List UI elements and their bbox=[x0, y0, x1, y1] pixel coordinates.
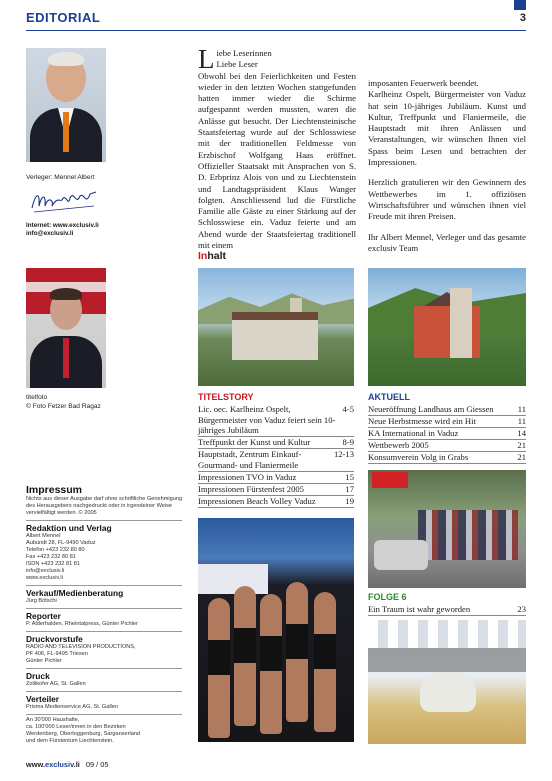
toc-entry-page: 21 bbox=[517, 452, 526, 463]
toc-entry-page: 19 bbox=[345, 496, 354, 507]
toc-entry-title: Wettbewerb 2005 bbox=[368, 440, 429, 451]
toc-entry[interactable] bbox=[368, 428, 526, 440]
impressum-line: Prisma Medienservice AG, St. Gallen bbox=[26, 704, 119, 710]
toc-entry[interactable] bbox=[198, 404, 354, 437]
folge-heading: FOLGE 6 bbox=[368, 592, 407, 602]
toc-entry-page: 4-5 bbox=[342, 404, 354, 414]
footer-tld: .li bbox=[73, 760, 80, 769]
toc-entry[interactable] bbox=[368, 452, 526, 464]
footer-issue: 09 / 05 bbox=[85, 760, 109, 769]
impressum-line: Zollikofer AG, St. Gallen bbox=[26, 681, 86, 687]
impressum-line: Jürg Bötschi bbox=[26, 598, 57, 604]
impressum-line: info@exclusiv.li bbox=[26, 568, 65, 574]
toc-entry-title: Ein Traum ist wahr geworden bbox=[368, 604, 471, 614]
letter-paragraph: Obwohl bei den Feierlichkeiten und Festen wieder in den letzten Wochen stattgefunden hatten immer wieder die Schirme aufgespannt werden mussten, waren die Anlässe gut besucht. Der Liechtensteinische Staatsfeiertag wurde auf der Schlosswiese mit der traditionellen Feldmesse von Erzbischof Wolfgang Haas eröffnet. Offizieller Staatsakt mit Ansprachen von S. D. Erbprinz Alois von und zu Liechtenstein und Landtagspräsident Klaus Wanger folgten. Anschliessend lud die Fürstliche Familie alle Gäste zu einer Stärkung auf der Schlosswiese ein. Vaduz feierte und am Abend wurde der Staatsfeiertag traditionell mit einem bbox=[198, 70, 356, 251]
toc-entry-title: Impressionen TVO in Vaduz bbox=[198, 472, 297, 483]
impressum-title: Impressum bbox=[26, 484, 83, 496]
toc-entry[interactable] bbox=[368, 604, 526, 616]
impressum-line: RADIO AND TELEVISION PRODUCTIONS, bbox=[26, 644, 136, 650]
beach-volley-photo bbox=[198, 518, 354, 742]
toc-entry-title: Impressionen Fürstenfest 2005 bbox=[198, 484, 304, 495]
castle-photo bbox=[368, 268, 526, 386]
toc-entry[interactable] bbox=[368, 440, 526, 452]
impressum-line: www.exclusiv.li bbox=[26, 575, 63, 581]
toc-entry-page: 23 bbox=[517, 604, 526, 614]
toc-entry[interactable] bbox=[368, 416, 526, 428]
page-number: 3 bbox=[519, 12, 526, 24]
letter-paragraph: Karlheinz Ospelt, Bürgermeister von Vaduz hat sein 10-jähriges Jubiläum. Kunst und Kultur, Treffpunkt und Flaniermeile, die Hauptstadt mit ihren Anlässen und Veranstaltungen, wir wünschen Ihnen viel Spass beim Lesen und betrachten der Impressionen. bbox=[368, 89, 526, 168]
impressum-heading: Druck bbox=[26, 671, 50, 681]
toc-entry-page: 11 bbox=[517, 416, 526, 427]
footer bbox=[26, 760, 109, 769]
impressum-heading: Verkauf/Medienberatung bbox=[26, 588, 124, 598]
toc-entry[interactable] bbox=[198, 449, 354, 472]
toc-entry-page: 11 bbox=[517, 404, 526, 414]
impressum-divider bbox=[26, 631, 182, 632]
editorial-letter-col2 bbox=[368, 78, 526, 263]
toc-entry-title: Impressionen Beach Volley Vaduz bbox=[198, 496, 316, 507]
impressum-line: Aubündt 28, FL-9490 Vaduz bbox=[26, 540, 96, 546]
impressum-line: P. Alderhalden, Rheintalpress, Günter Pichler bbox=[26, 621, 138, 627]
vaduz-town-photo bbox=[198, 268, 354, 386]
aktuell-list bbox=[368, 404, 526, 464]
publisher-caption: Verleger: Mennel Albert bbox=[26, 174, 95, 181]
email-address: info@exclusiv.li bbox=[26, 230, 74, 237]
toc-entry-page: 14 bbox=[517, 428, 526, 439]
toc-entry[interactable] bbox=[368, 404, 526, 416]
toc-entry-title: Neue Herbstmesse wird ein Hit bbox=[368, 416, 476, 427]
impressum-line: Telefon +423 232 80 80 bbox=[26, 547, 85, 553]
impressum-heading: Druckvorstufe bbox=[26, 634, 83, 644]
greeting-line2: Liebe Leser bbox=[216, 59, 258, 70]
impressum-line: PF 406, FL-9495 Triesen bbox=[26, 651, 88, 657]
impressum-divider bbox=[26, 668, 182, 669]
impressum-line: Fax +423 232 80 81 bbox=[26, 554, 76, 560]
section-title: EDITORIAL bbox=[26, 10, 101, 25]
toc-entry[interactable] bbox=[198, 472, 354, 484]
contents-heading-part1: In bbox=[198, 250, 208, 262]
page-tab-marker bbox=[514, 0, 526, 10]
header-rule bbox=[26, 30, 526, 31]
letter-signoff: Ihr Albert Mennel, Verleger und das gesamte exclusiv Team bbox=[368, 231, 526, 253]
impressum-line: ISDN +423 232 81 81 bbox=[26, 561, 80, 567]
toc-entry[interactable] bbox=[198, 496, 354, 508]
impressum-line: An 30'000 Haushalte, bbox=[26, 717, 80, 723]
impressum-line: ca. 100'000 Leser/innen in den Bezirken bbox=[26, 724, 126, 730]
impressum-heading: Redaktion und Verlag bbox=[26, 523, 112, 533]
footer-brand: exclusiv bbox=[45, 760, 74, 769]
toc-entry-title: Konsumverein Volg in Grabs bbox=[368, 452, 469, 463]
toc-entry-title: Hauptstadt, Zentrum Einkauf-Gourmand- und Flaniermeile bbox=[198, 449, 302, 470]
editorial-letter-col1 bbox=[198, 44, 356, 251]
caption-credit: © Foto Fetzer Bad Ragaz bbox=[26, 402, 101, 410]
impressum-divider bbox=[26, 714, 182, 715]
race-event-photo bbox=[368, 470, 526, 588]
impressum-line: Günter Pichler bbox=[26, 658, 62, 664]
cover-photo-caption bbox=[26, 394, 101, 411]
internet-address: Internet: www.exclusiv.li bbox=[26, 222, 99, 229]
greeting-line1: iebe Leserinnen bbox=[216, 48, 272, 58]
toc-entry-page: 17 bbox=[345, 484, 354, 495]
page-header bbox=[26, 10, 526, 32]
folge-list bbox=[368, 604, 526, 616]
toc-entry-page: 15 bbox=[345, 472, 354, 483]
contents-heading bbox=[198, 250, 226, 262]
impressum-divider bbox=[26, 691, 182, 692]
titelstory-list bbox=[198, 404, 354, 508]
cover-photo-portrait bbox=[26, 268, 106, 388]
publisher-signature-block bbox=[26, 174, 176, 237]
letter-paragraph: imposanten Feuerwerk beendet. bbox=[368, 78, 479, 88]
drop-cap: L bbox=[198, 44, 215, 74]
toc-entry-title: KA International in Vaduz bbox=[368, 428, 459, 439]
toc-entry-page: 8-9 bbox=[342, 437, 354, 448]
toc-entry-title: Neueröffnung Landhaus am Giessen bbox=[368, 404, 494, 414]
toc-entry-title: Treffpunkt der Kunst und Kultur bbox=[198, 437, 311, 448]
impressum bbox=[26, 484, 186, 745]
impressum-line: Werdenberg, Obertoggenburg, Sarganserland bbox=[26, 731, 141, 737]
publisher-photo bbox=[26, 48, 106, 162]
wrestling-photo bbox=[368, 620, 526, 744]
toc-entry[interactable] bbox=[198, 437, 354, 449]
titelstory-heading: TITELSTORY bbox=[198, 392, 254, 402]
toc-entry-page: 12-13 bbox=[333, 449, 354, 460]
impressum-divider bbox=[26, 608, 182, 609]
toc-entry-page: 21 bbox=[517, 440, 526, 451]
impressum-divider bbox=[26, 520, 182, 521]
impressum-heading: Reporter bbox=[26, 611, 61, 621]
caption-title: titelfoto bbox=[26, 394, 48, 401]
toc-entry[interactable] bbox=[198, 484, 354, 496]
aktuell-heading: AKTUELL bbox=[368, 392, 410, 402]
impressum-line: Albert Mennel bbox=[26, 533, 61, 539]
impressum-notice: Nichts aus dieser Ausgabe darf ohne schriftliche Genehmigung des Herausgebers nachgedruckt oder in irgendeiner Weise vervielfältigt werden. © 2005 bbox=[26, 496, 183, 516]
contents-heading-part2: halt bbox=[207, 250, 227, 262]
impressum-line: und dem Fürstentum Liechtenstein. bbox=[26, 738, 114, 744]
letter-paragraph: Herzlich gratulieren wir den Gewinnern des Wettbewerbes im 1. offiziösen Wirtschaftsführer und wünschen ihnen viel Freude mit ihren Preisen. bbox=[368, 177, 526, 222]
footer-www: www. bbox=[26, 760, 46, 769]
toc-entry-title: Lic. oec. Karlheinz Ospelt, Bürgermeister von Vaduz feiert sein 10-jähriges Jubiläum bbox=[198, 404, 336, 436]
impressum-heading: Verteiler bbox=[26, 694, 60, 704]
impressum-divider bbox=[26, 585, 182, 586]
signature-image bbox=[30, 186, 100, 216]
